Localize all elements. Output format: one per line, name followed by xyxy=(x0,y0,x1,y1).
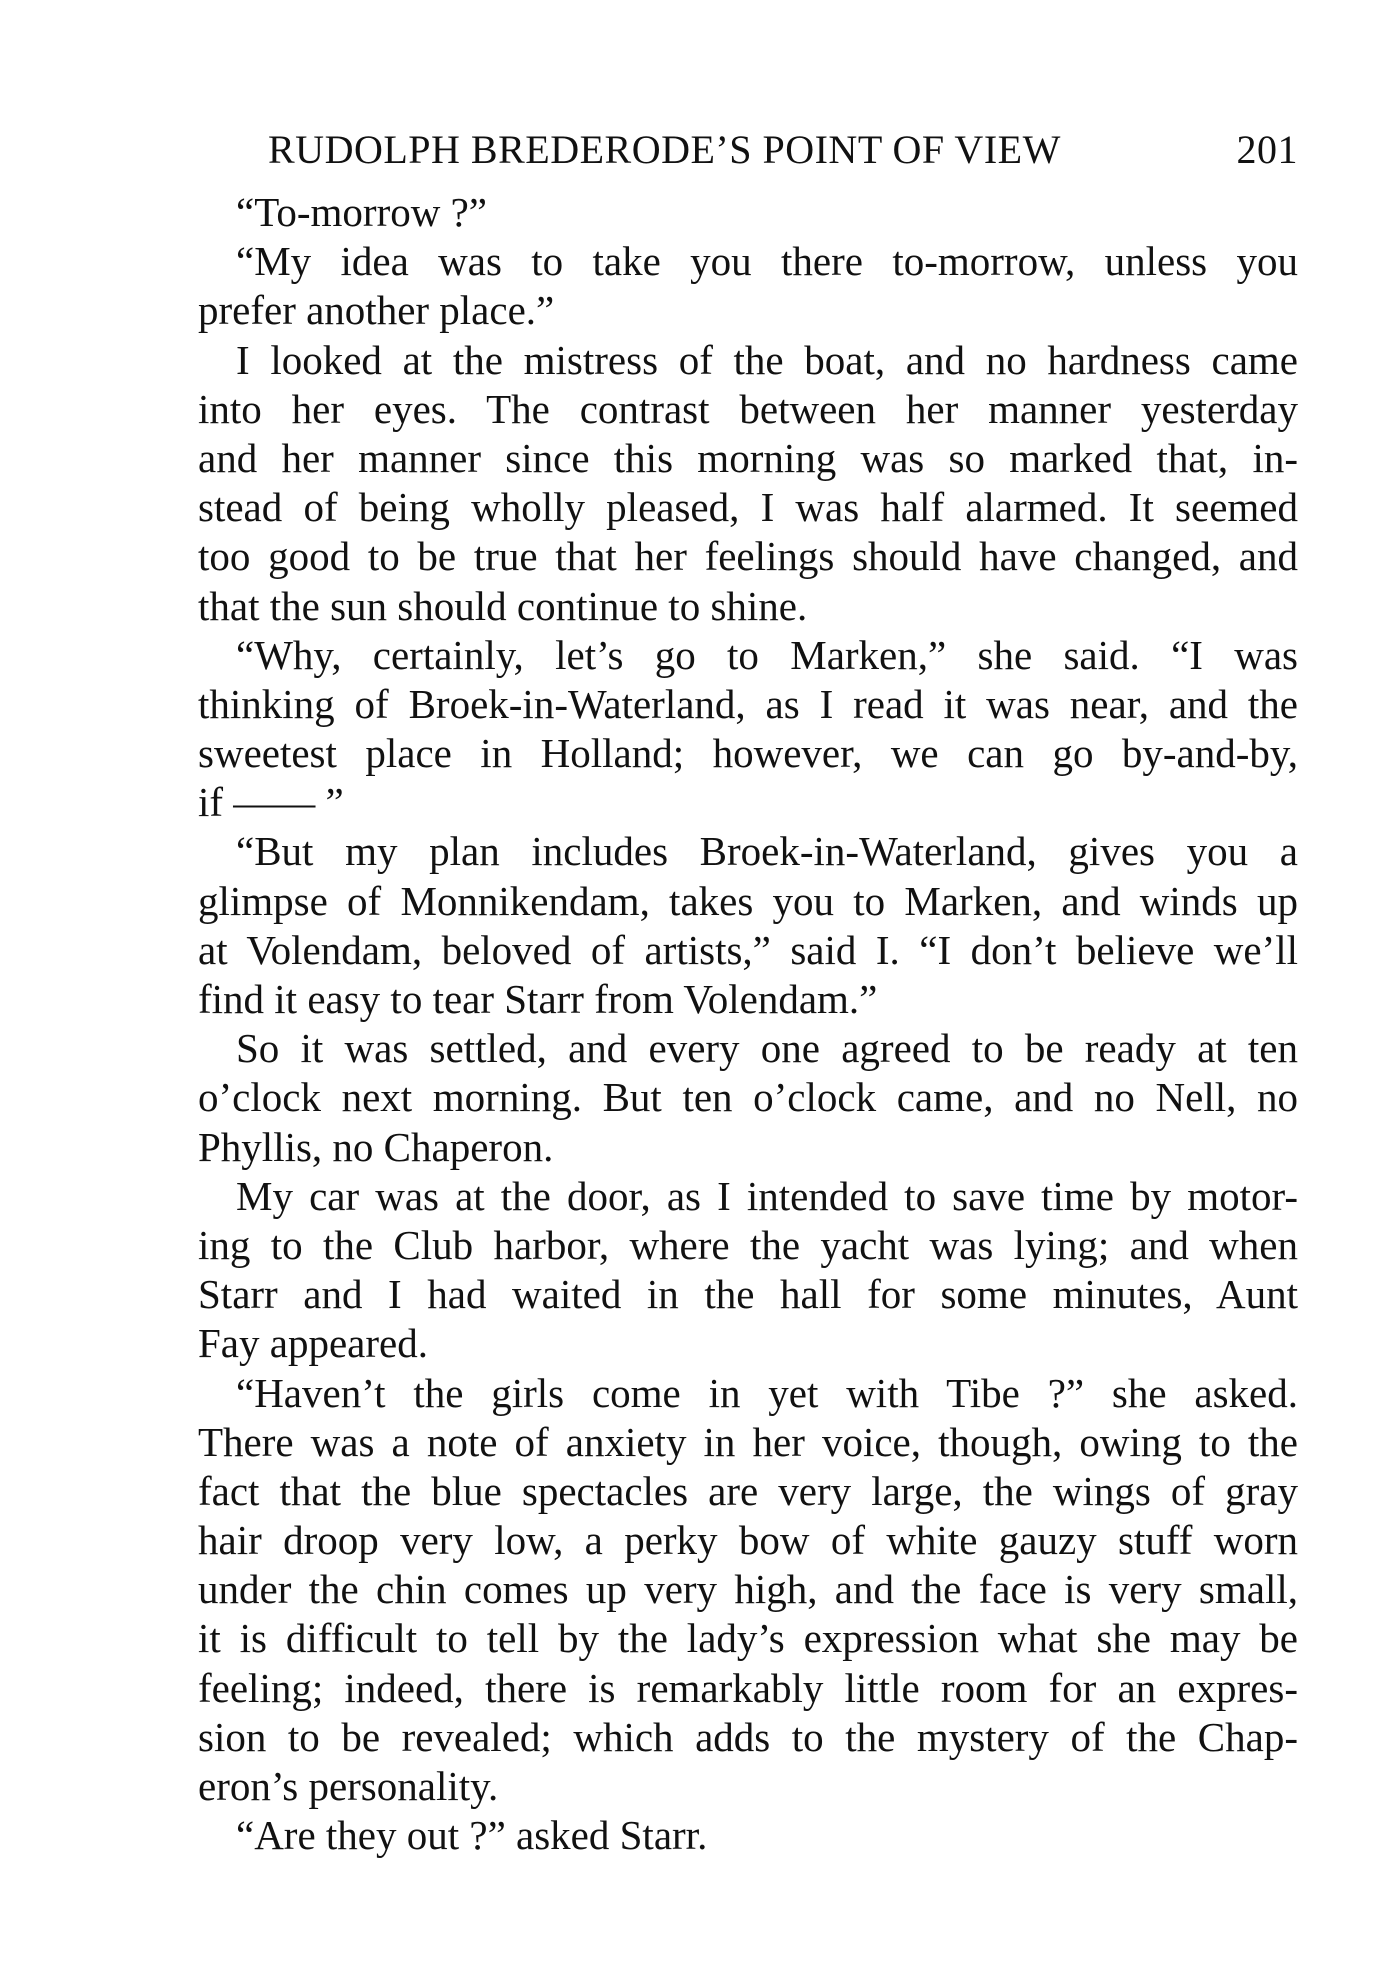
text-line: I looked at the mistress of the boat, and no hardness came xyxy=(236,336,1298,383)
text-line: “To-morrow ?” xyxy=(236,189,487,235)
text-line: sweetest place in Holland; however, we can go by-and-by, xyxy=(198,730,1298,777)
text-line: thinking of Broek-in-Waterland, as I read it was near, and the xyxy=(198,680,1298,727)
text-line: fact that the blue spectacles are very large, the wings of gray xyxy=(198,1467,1298,1514)
text-line: “My idea was to take you there to-morrow, unless you xyxy=(236,238,1298,285)
text-line: prefer another place.” xyxy=(198,287,555,334)
text-line: hair droop very low, a perky bow of white gauzy stuff worn xyxy=(198,1517,1298,1564)
text-line: So it was settled, and every one agreed to be ready at ten xyxy=(236,1025,1298,1072)
text-line: and her manner since this morning was so marked that, in- xyxy=(198,434,1298,481)
text-line: too good to be true that her feelings should have changed, and xyxy=(198,533,1298,580)
text-line: glimpse of Monnikendam, takes you to Marken, and winds up xyxy=(198,877,1298,924)
text-line: feeling; indeed, there is remarkably little room for an expres- xyxy=(198,1664,1298,1711)
text-line: Fay appeared. xyxy=(198,1320,428,1367)
text-line: stead of being wholly pleased, I was half alarmed. It seemed xyxy=(198,484,1298,531)
text-line: “Haven’t the girls come in yet with Tibe ?” she asked. xyxy=(236,1369,1298,1416)
text-line: eron’s personality. xyxy=(198,1763,499,1809)
running-head xyxy=(268,126,1298,174)
text-line: ing to the Club harbor, where the yacht was lying; and when xyxy=(198,1221,1298,1268)
chapter-title: RUDOLPH BREDERODE’S POINT OF VIEW xyxy=(268,127,1061,172)
text-line: it is difficult to tell by the lady’s expression what she may be xyxy=(198,1615,1298,1662)
text-line: find it easy to tear Starr from Volendam.” xyxy=(198,976,878,1022)
text-line: that the sun should continue to shine. xyxy=(198,582,808,629)
text-line: at Volendam, beloved of artists,” said I. “I don’t believe we’ll xyxy=(198,926,1298,973)
text-line: if —— ” xyxy=(198,779,344,826)
text-line: Phyllis, no Chaperon. xyxy=(198,1123,554,1170)
text-line: into her eyes. The contrast between her manner yesterday xyxy=(198,385,1298,432)
text-line: My car was at the door, as I intended to save time by motor- xyxy=(236,1172,1298,1219)
page-number: 201 xyxy=(1236,127,1298,172)
text-line: “Why, certainly, let’s go to Marken,” she said. “I was xyxy=(236,631,1298,678)
text-line: under the chin comes up very high, and the face is very small, xyxy=(198,1566,1298,1613)
text-line: “But my plan includes Broek-in-Waterland, gives you a xyxy=(236,828,1298,875)
text-line: “Are they out ?” asked Starr. xyxy=(236,1812,708,1859)
text-line: o’clock next morning. But ten o’clock came, and no Nell, no xyxy=(198,1074,1298,1121)
text-line: There was a note of anxiety in her voice, though, owing to the xyxy=(198,1418,1298,1465)
text-line: Starr and I had waited in the hall for some minutes, Aunt xyxy=(198,1271,1298,1318)
body-text xyxy=(198,188,1298,1860)
text-line: sion to be revealed; which adds to the mystery of the Chap- xyxy=(198,1713,1298,1760)
